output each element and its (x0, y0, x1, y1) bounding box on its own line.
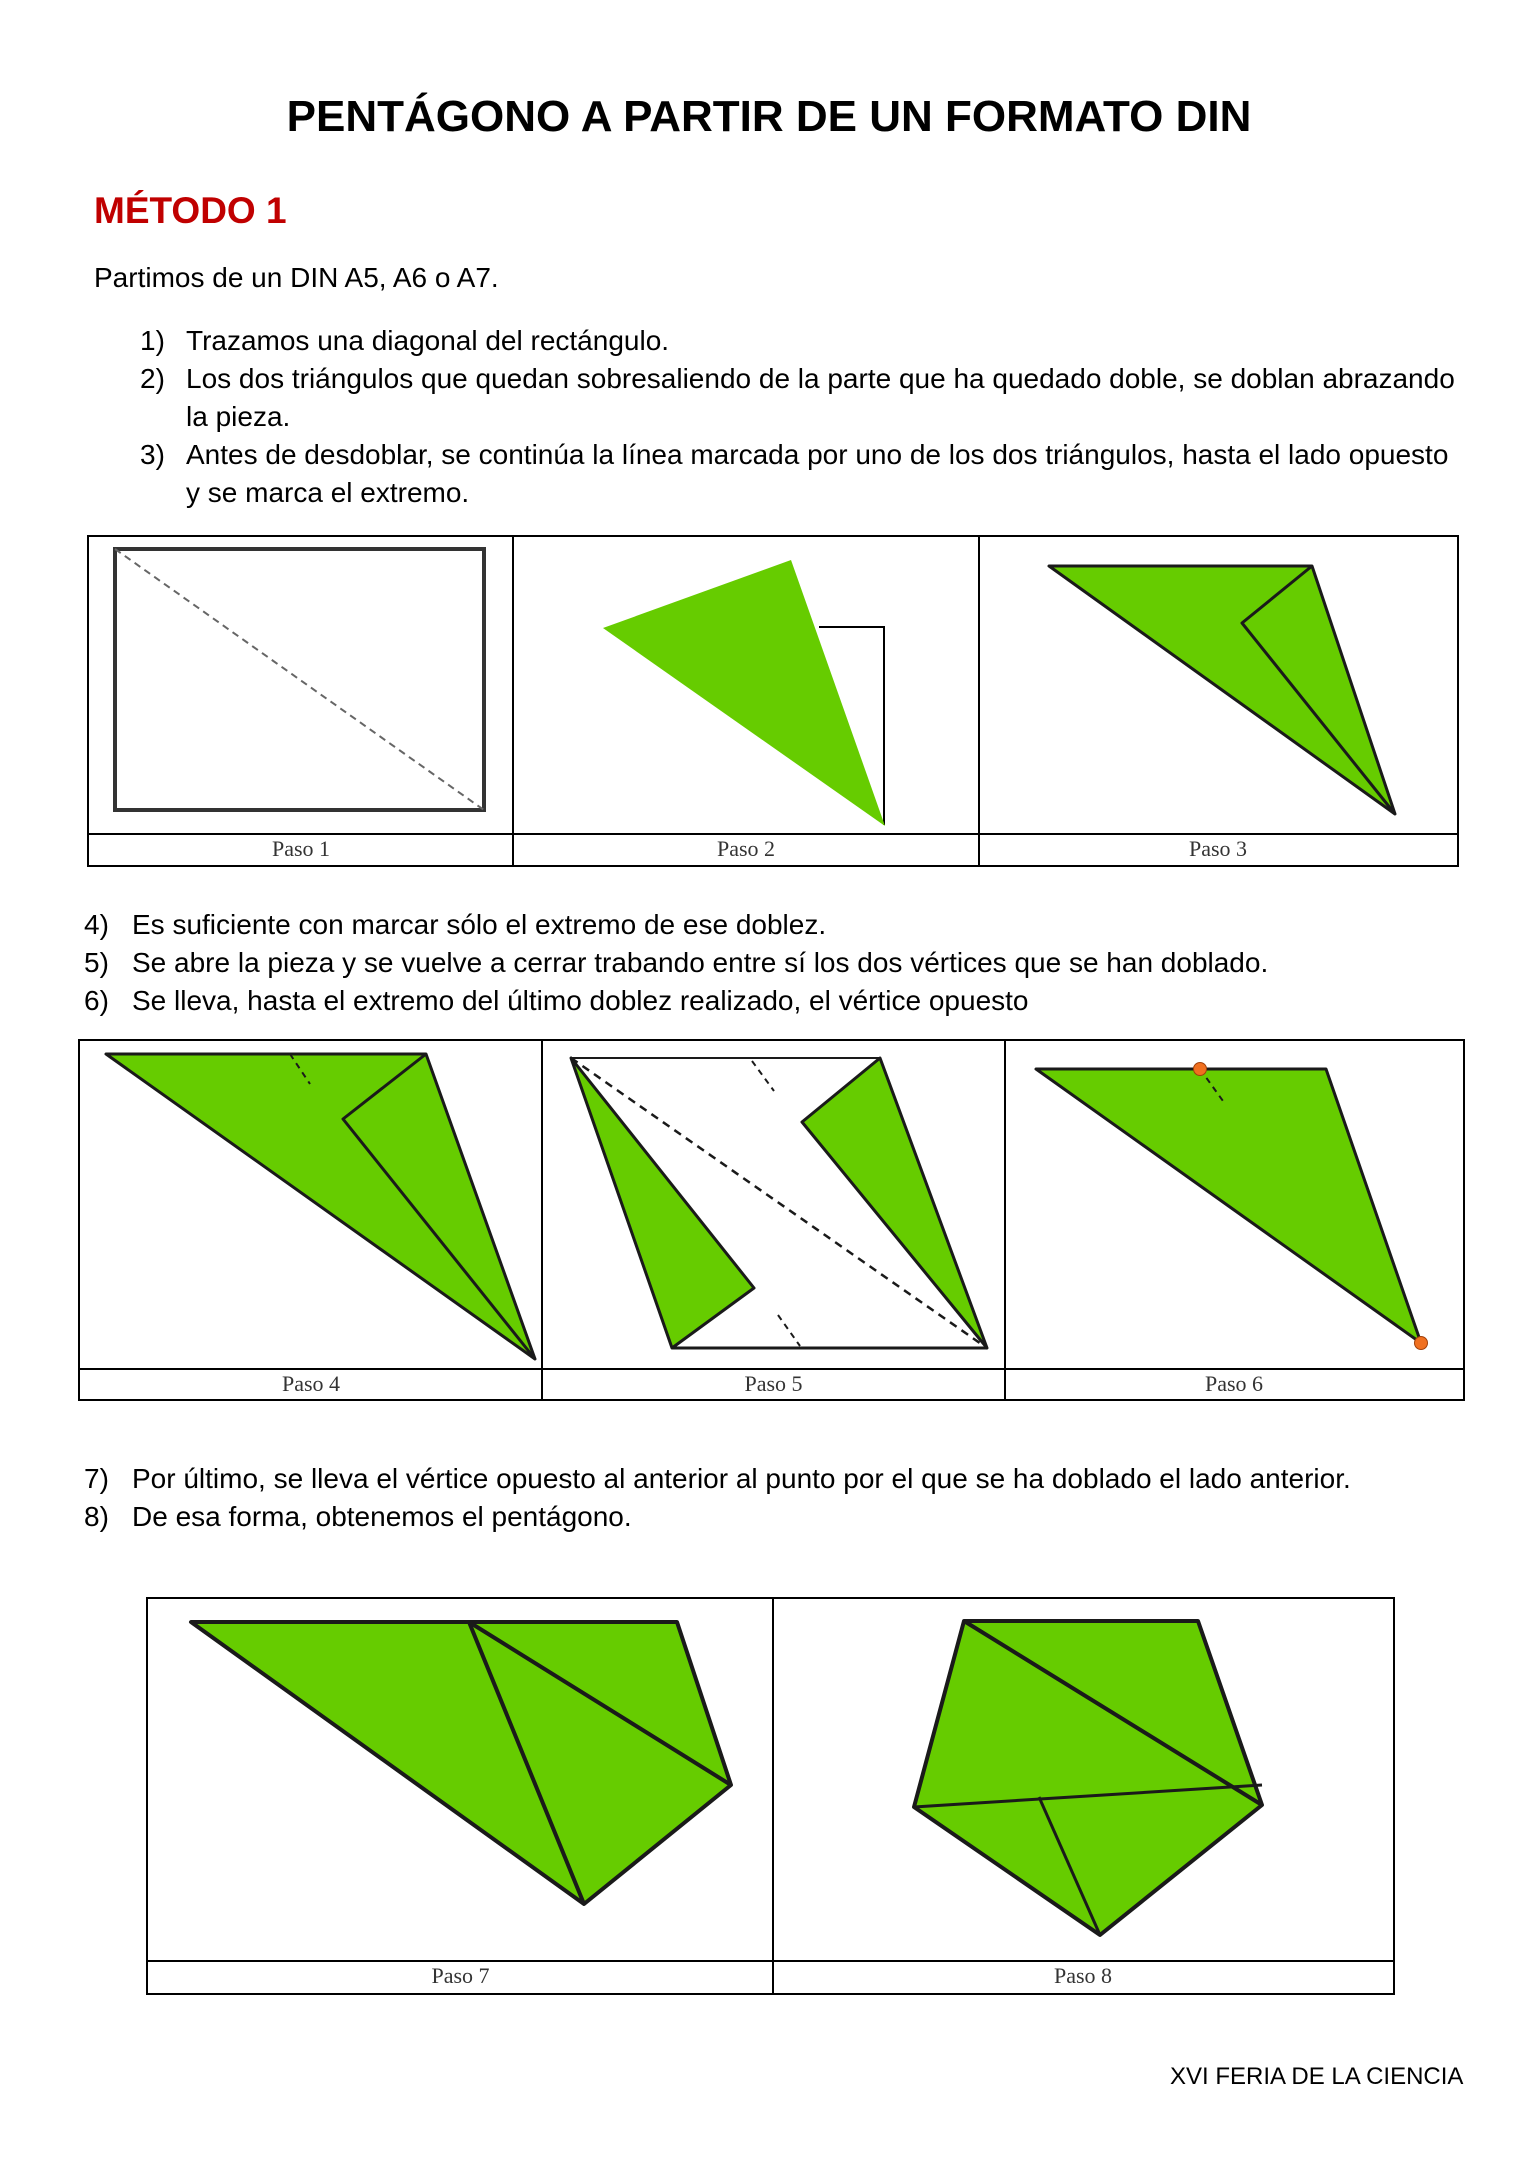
caption-paso-8: Paso 8 (1053, 1963, 1113, 1988)
list-item (140, 436, 1460, 512)
page-title: PENTÁGONO A PARTIR DE UN FORMATO DIN (286, 92, 1252, 141)
figure-row-2-drawing (80, 1041, 1463, 1399)
paso5-illustration (571, 1058, 987, 1348)
figure-row-1 (87, 535, 1459, 867)
figure-row-2 (78, 1039, 1465, 1401)
figure-row-3-drawing (148, 1599, 1393, 1993)
method-heading: MÉTODO 1 (94, 190, 287, 231)
step-number: 2) (140, 363, 165, 394)
step-text: De esa forma, obtenemos el pentágono. (132, 1501, 632, 1532)
caption-paso-6: Paso 6 (1204, 1371, 1264, 1396)
intro-text: Partimos de un DIN A5, A6 o A7. (94, 262, 499, 293)
step-number: 1) (140, 325, 165, 356)
list-item (84, 906, 1464, 944)
steps-list-2 (84, 906, 1464, 1020)
step-number: 6) (84, 985, 109, 1016)
paso7-illustration (191, 1622, 731, 1904)
caption-paso-2: Paso 2 (716, 836, 776, 861)
paso6-illustration (1036, 1063, 1428, 1350)
list-item (140, 360, 1460, 436)
step-number: 8) (84, 1501, 109, 1532)
figure-row-1-drawing (89, 537, 1457, 865)
step-number: 3) (140, 439, 165, 470)
paso8-illustration (914, 1621, 1262, 1935)
step-text: Los dos triángulos que quedan sobresaliendo de la parte que ha quedado doble, se doblan abrazando la pieza. (186, 363, 1455, 432)
paso4-illustration (106, 1054, 535, 1359)
step-text: Se lleva, hasta el extremo del último doblez realizado, el vértice opuesto (132, 985, 1029, 1016)
step-text: Antes de desdoblar, se continúa la línea marcada por uno de los dos triángulos, hasta el lado opuesto y se marca el extremo. (186, 439, 1449, 508)
steps-list-3 (84, 1460, 1464, 1536)
step-text: Trazamos una diagonal del rectángulo. (186, 325, 670, 356)
step-number: 5) (84, 947, 109, 978)
step-number: 7) (84, 1463, 109, 1494)
caption-paso-1: Paso 1 (271, 836, 331, 861)
caption-paso-5: Paso 5 (744, 1371, 803, 1396)
step-text: Es suficiente con marcar sólo el extremo de ese doblez. (132, 909, 827, 940)
caption-paso-4: Paso 4 (281, 1371, 341, 1396)
list-item (84, 944, 1464, 982)
list-item (84, 1460, 1464, 1498)
paso2-illustration (603, 560, 885, 826)
paso1-illustration (115, 549, 484, 810)
list-item (84, 1498, 1464, 1536)
list-item (84, 982, 1464, 1020)
caption-paso-7: Paso 7 (431, 1963, 490, 1988)
figure-row-3 (146, 1597, 1395, 1995)
paso3-illustration (1049, 566, 1395, 814)
footer-text: XVI FERIA DE LA CIENCIA (1170, 2063, 1464, 2090)
steps-list-1 (140, 322, 1460, 512)
step-number: 4) (84, 909, 109, 940)
step-text: Se abre la pieza y se vuelve a cerrar trabando entre sí los dos vértices que se han doblado. (132, 947, 1269, 978)
list-item (140, 322, 1460, 360)
caption-paso-3: Paso 3 (1188, 836, 1248, 861)
step-text: Por último, se lleva el vértice opuesto al anterior al punto por el que se ha doblado el lado anterior. (132, 1463, 1351, 1494)
